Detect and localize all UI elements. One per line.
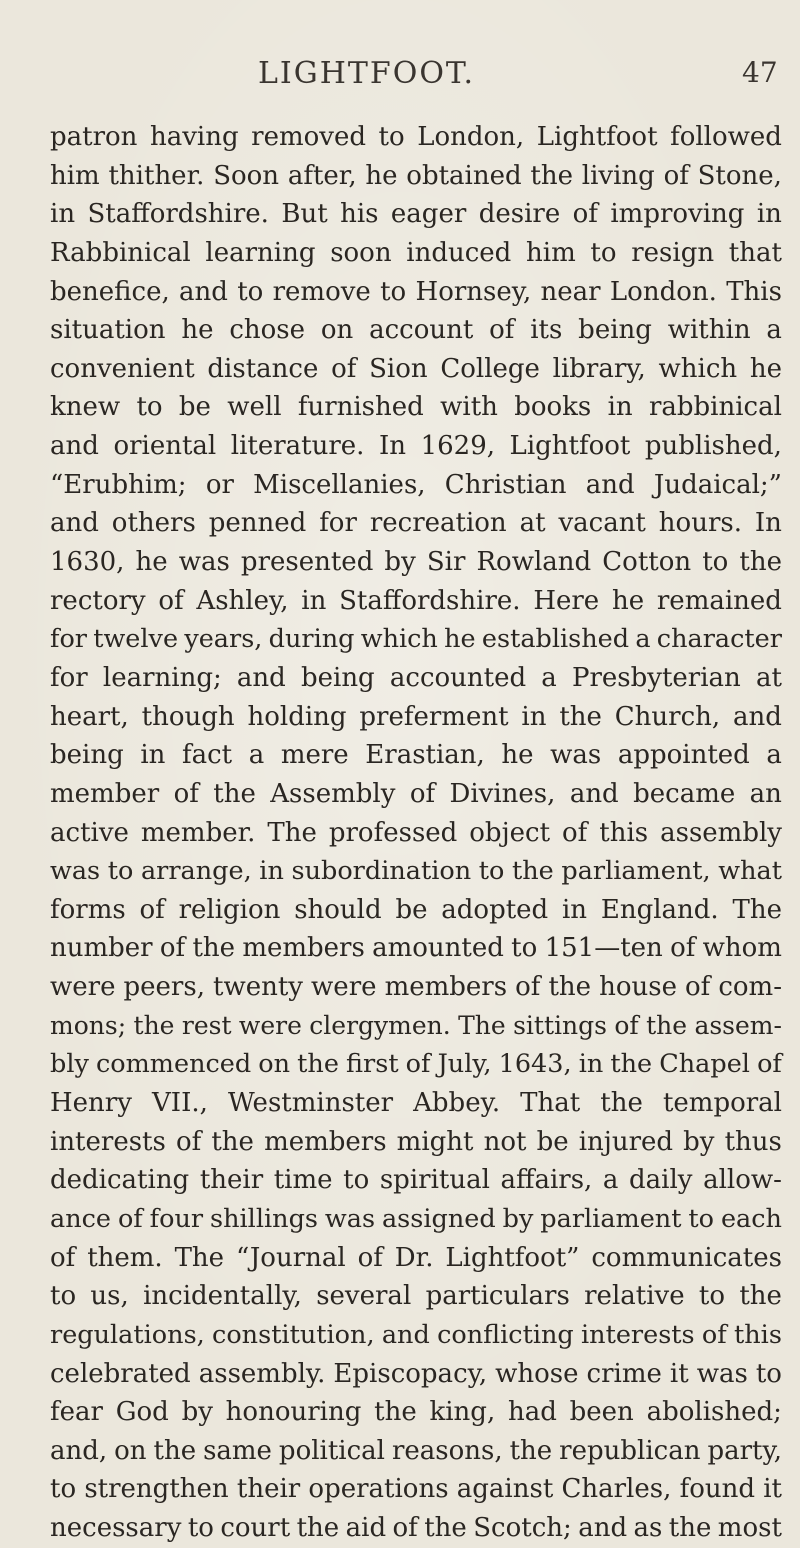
text-line: “Erubhim; or Miscellanies, Christian and Judaical;” [50,469,782,500]
text-line: Rabbinical learning soon induced him to resign that [50,237,782,268]
text-line: for twelve years, during which he established a character [50,624,782,655]
body-text [50,118,782,1548]
text-line: and oriental literature. In 1629, Lightfoot published, [50,431,782,462]
page-number: 47 [742,56,778,89]
text-line: situation he chose on account of its being within a [50,315,782,346]
text-line: convenient distance of Sion College library, which he [50,353,782,384]
text-line: Henry VII., Westminster Abbey. That the temporal [50,1088,782,1119]
text-line: heart, though holding preferment in the Church, and [50,701,782,732]
text-line: him thither. Soon after, he obtained the living of Stone, [50,160,782,191]
text-line: of them. The “Journal of Dr. Lightfoot” communicates [50,1242,782,1273]
text-line: necessary to court the aid of the Scotch; and as the most [50,1513,782,1544]
text-line: in Staffordshire. But his eager desire of improving in [50,199,782,230]
text-line: benefice, and to remove to Hornsey, near London. This [50,276,782,307]
text-line: number of the members amounted to 151—ten of whom [50,933,782,964]
text-line: and, on the same political reasons, the republican party, [50,1435,782,1466]
text-line: member of the Assembly of Divines, and became an [50,778,782,809]
text-line: regulations, constitution, and conflicting interests of this [50,1319,782,1350]
text-line: and others penned for recreation at vacant hours. In [50,508,782,539]
text-line: knew to be well furnished with books in rabbinical [50,392,782,423]
text-line: celebrated assembly. Episcopacy, whose crime it was to [50,1358,782,1389]
text-line: for learning; and being accounted a Presbyterian at [50,662,782,693]
running-head [0,56,800,96]
text-line: patron having removed to London, Lightfoot followed [50,122,782,152]
text-line: dedicating their time to spiritual affairs, a daily allow- [50,1165,782,1196]
text-line: bly commenced on the first of July, 1643, in the Chapel of [50,1049,782,1080]
text-line: ance of four shillings was assigned by parliament to each [50,1203,782,1234]
text-line: mons; the rest were clergymen. The sittings of the assem- [50,1010,782,1040]
text-line: 1630, he was presented by Sir Rowland Cotton to the [50,547,782,578]
text-line: rectory of Ashley, in Staffordshire. Here he remained [50,585,782,616]
text-line: being in fact a mere Erastian, he was appointed a [50,740,782,771]
text-line: active member. The professed object of this assembly [50,817,782,848]
text-line: were peers, twenty were members of the house of com- [50,972,782,1003]
text-line: interests of the members might not be injured by thus [50,1126,782,1157]
text-line: forms of religion should be adopted in England. The [50,894,782,925]
text-line: to strengthen their operations against Charles, found it [50,1474,782,1505]
text-line: to us, incidentally, several particulars relative to the [50,1281,782,1312]
text-line: fear God by honouring the king, had been abolished; [50,1397,782,1428]
text-line: was to arrange, in subordination to the parliament, what [50,856,782,887]
running-title: LIGHTFOOT. [258,56,476,91]
